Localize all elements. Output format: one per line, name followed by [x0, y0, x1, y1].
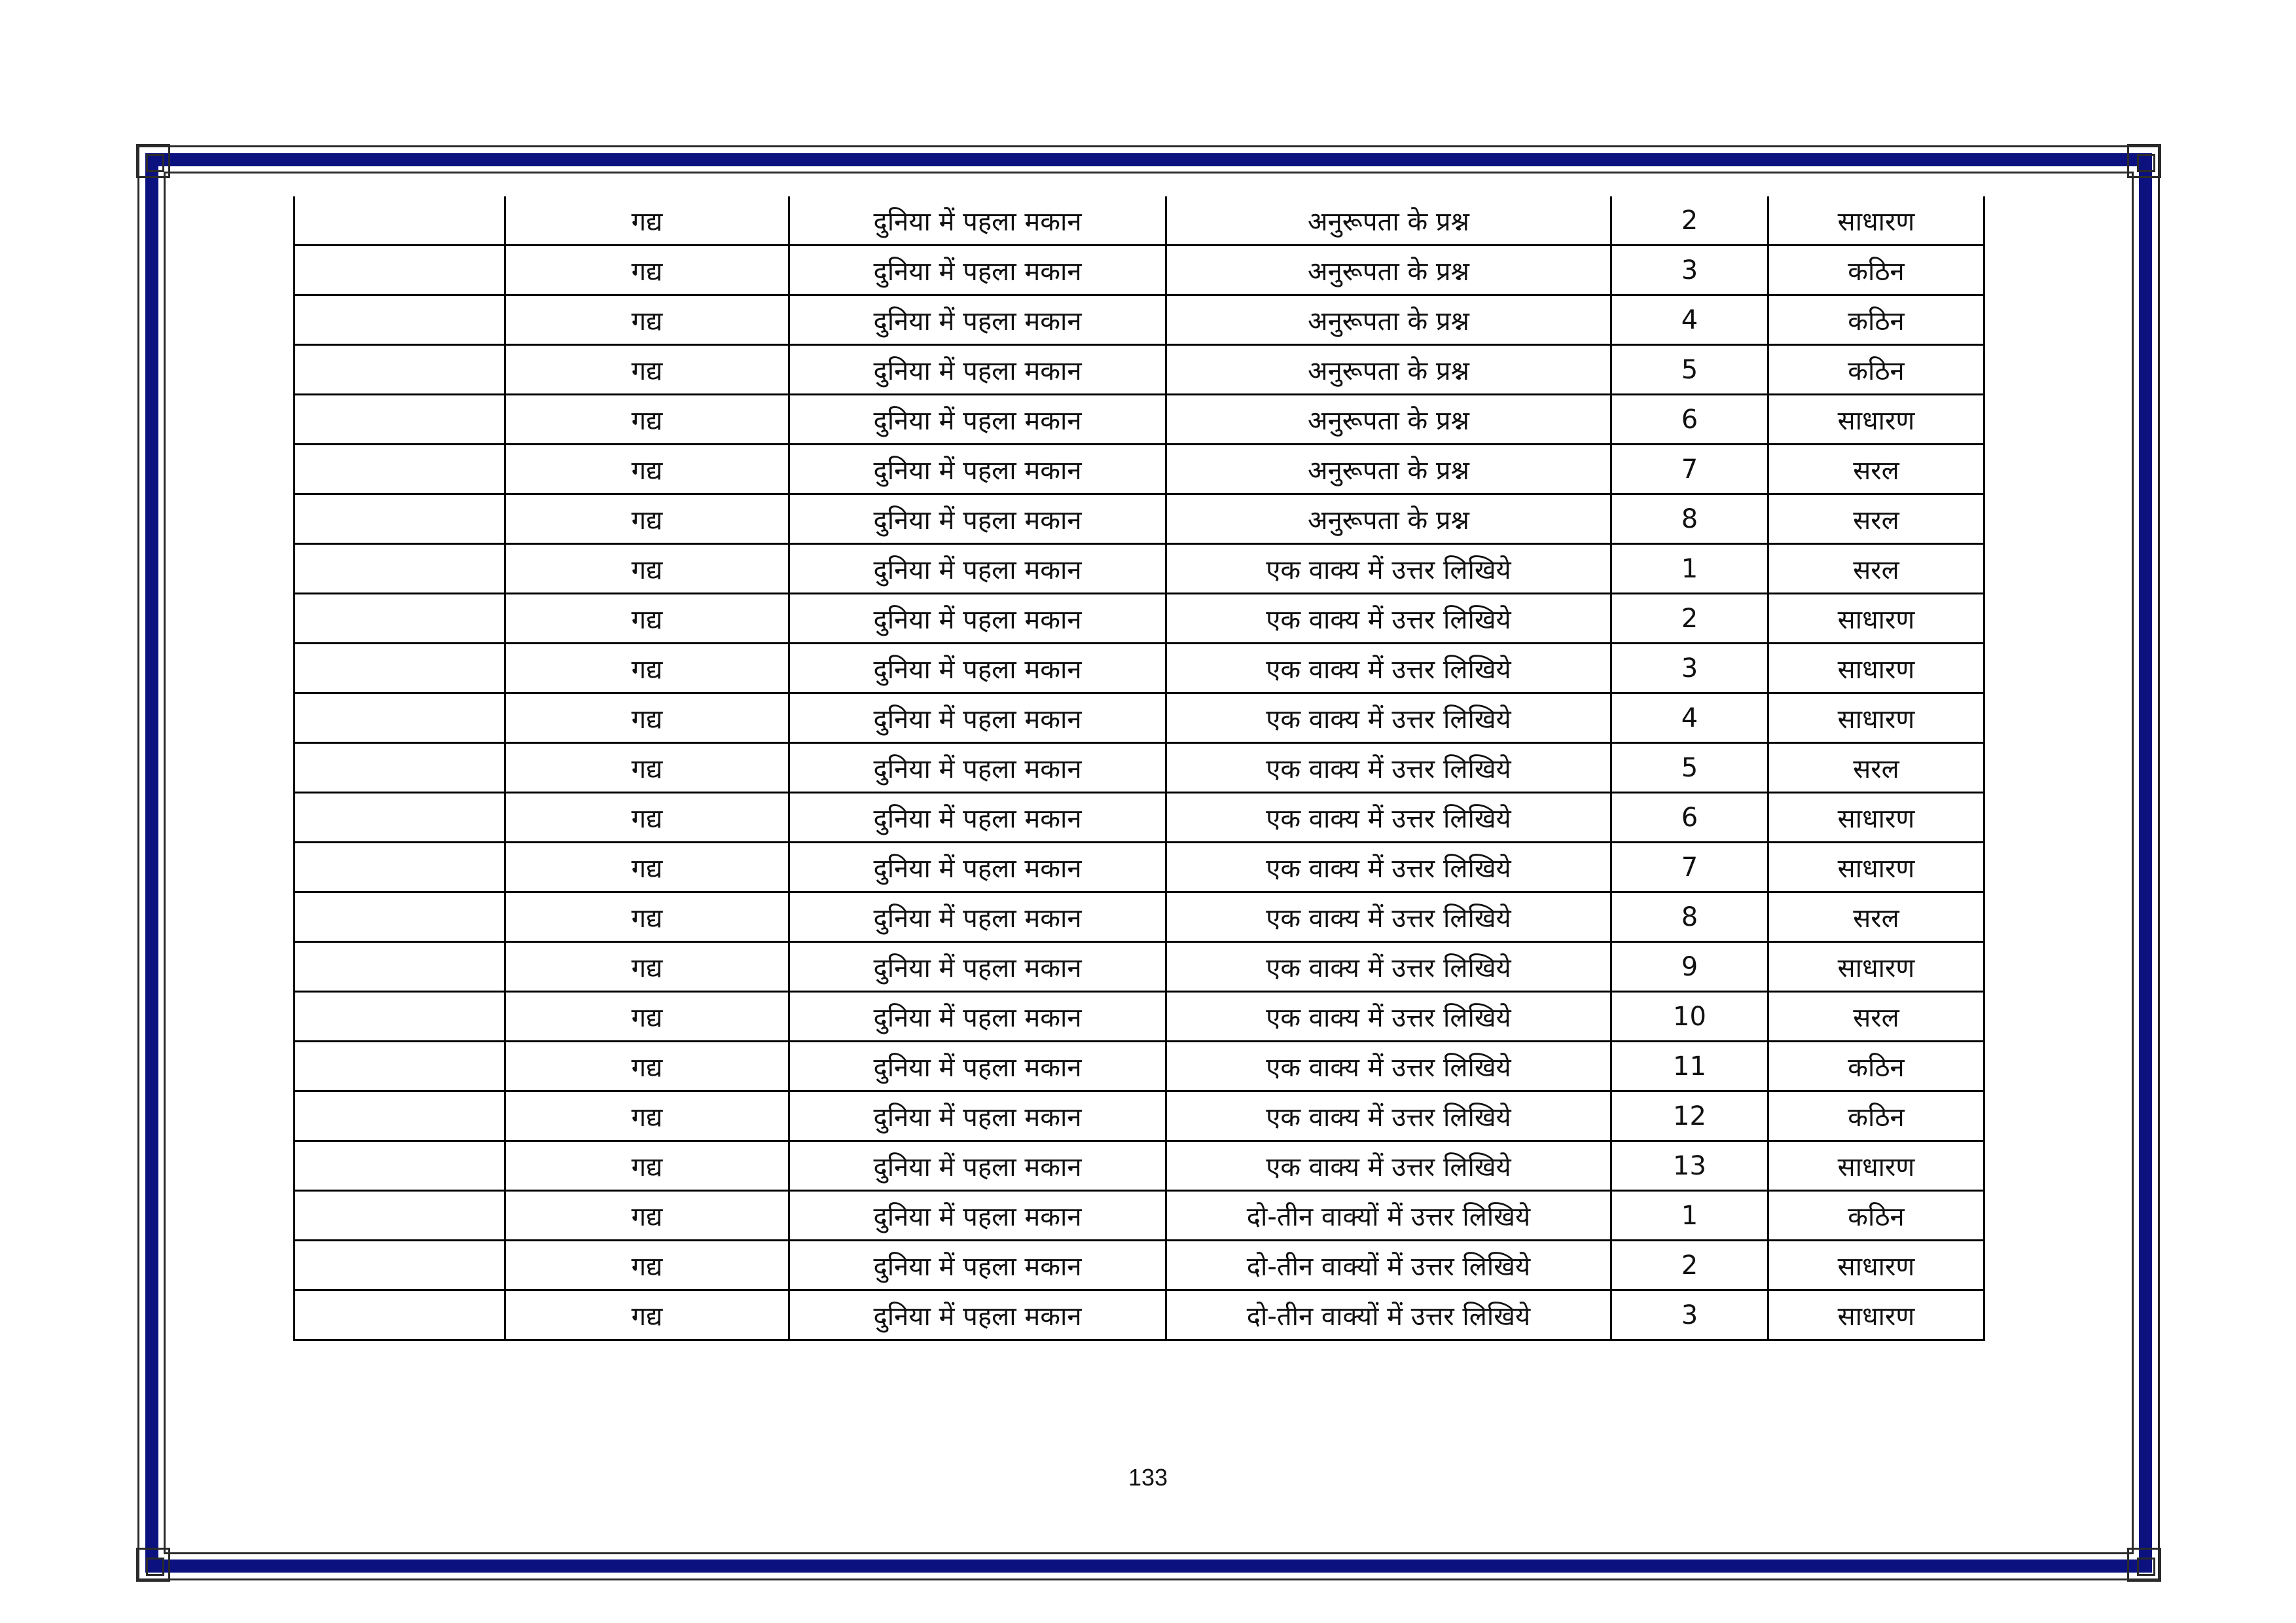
difficulty-cell: सरल — [1768, 743, 1984, 793]
serial-cell — [295, 1191, 505, 1241]
question-type-cell: एक वाक्य में उत्तर लिखिये — [1166, 843, 1611, 892]
serial-cell — [295, 1290, 505, 1340]
question-number-cell: 6 — [1611, 793, 1768, 843]
question-number-cell: 8 — [1611, 494, 1768, 544]
question-type-cell: दो-तीन वाक्यों में उत्तर लिखिये — [1166, 1191, 1611, 1241]
table-row — [295, 196, 1984, 246]
question-type-cell: दो-तीन वाक्यों में उत्तर लिखिये — [1166, 1290, 1611, 1340]
genre-cell: गद्य — [505, 992, 789, 1042]
difficulty-cell: साधारण — [1768, 395, 1984, 445]
difficulty-cell: साधारण — [1768, 793, 1984, 843]
genre-cell: गद्य — [505, 1091, 789, 1141]
table-row — [295, 1290, 1984, 1340]
corner-ornament-top-left — [136, 144, 170, 178]
table-row — [295, 1141, 1984, 1191]
serial-cell — [295, 1241, 505, 1290]
serial-cell — [295, 544, 505, 594]
table-row — [295, 246, 1984, 295]
difficulty-cell: कठिन — [1768, 246, 1984, 295]
question-type-cell: एक वाक्य में उत्तर लिखिये — [1166, 1042, 1611, 1091]
difficulty-cell: साधारण — [1768, 843, 1984, 892]
difficulty-cell: सरल — [1768, 494, 1984, 544]
difficulty-cell: सरल — [1768, 892, 1984, 942]
table-row — [295, 345, 1984, 395]
genre-cell: गद्य — [505, 395, 789, 445]
serial-cell — [295, 196, 505, 246]
lesson-cell: दुनिया में पहला मकान — [789, 843, 1166, 892]
question-type-cell: एक वाक्य में उत्तर लिखिये — [1166, 1091, 1611, 1141]
question-number-cell: 12 — [1611, 1091, 1768, 1141]
question-number-cell: 2 — [1611, 196, 1768, 246]
question-type-cell: एक वाक्य में उत्तर लिखिये — [1166, 892, 1611, 942]
table-row — [295, 743, 1984, 793]
lesson-cell: दुनिया में पहला मकान — [789, 246, 1166, 295]
difficulty-cell: साधारण — [1768, 196, 1984, 246]
table-row — [295, 544, 1984, 594]
question-number-cell: 7 — [1611, 843, 1768, 892]
question-number-cell: 4 — [1611, 295, 1768, 345]
table-row — [295, 445, 1984, 494]
question-number-cell: 1 — [1611, 1191, 1768, 1241]
serial-cell — [295, 992, 505, 1042]
serial-cell — [295, 843, 505, 892]
question-type-cell: एक वाक्य में उत्तर लिखिये — [1166, 793, 1611, 843]
difficulty-cell: साधारण — [1768, 942, 1984, 992]
difficulty-cell: कठिन — [1768, 1191, 1984, 1241]
table-row — [295, 992, 1984, 1042]
genre-cell: गद्य — [505, 594, 789, 644]
table-row — [295, 494, 1984, 544]
question-number-cell: 7 — [1611, 445, 1768, 494]
question-type-cell: एक वाक्य में उत्तर लिखिये — [1166, 743, 1611, 793]
genre-cell: गद्य — [505, 1241, 789, 1290]
difficulty-cell: साधारण — [1768, 594, 1984, 644]
genre-cell: गद्य — [505, 196, 789, 246]
serial-cell — [295, 793, 505, 843]
serial-cell — [295, 594, 505, 644]
difficulty-cell: साधारण — [1768, 693, 1984, 743]
genre-cell: गद्य — [505, 494, 789, 544]
difficulty-cell: साधारण — [1768, 1241, 1984, 1290]
table-row — [295, 843, 1984, 892]
question-type-cell: एक वाक्य में उत्तर लिखिये — [1166, 992, 1611, 1042]
question-number-cell: 6 — [1611, 395, 1768, 445]
serial-cell — [295, 743, 505, 793]
lesson-cell: दुनिया में पहला मकान — [789, 1290, 1166, 1340]
serial-cell — [295, 494, 505, 544]
table-row — [295, 644, 1984, 693]
lesson-cell: दुनिया में पहला मकान — [789, 544, 1166, 594]
table-row — [295, 1241, 1984, 1290]
table-row — [295, 594, 1984, 644]
question-type-cell: एक वाक्य में उत्तर लिखिये — [1166, 942, 1611, 992]
question-number-cell: 5 — [1611, 743, 1768, 793]
question-type-cell: अनुरूपता के प्रश्न — [1166, 395, 1611, 445]
question-type-cell: एक वाक्य में उत्तर लिखिये — [1166, 693, 1611, 743]
page-number: 133 — [1128, 1464, 1168, 1491]
question-type-cell: अनुरूपता के प्रश्न — [1166, 345, 1611, 395]
lesson-cell: दुनिया में पहला मकान — [789, 892, 1166, 942]
genre-cell: गद्य — [505, 1042, 789, 1091]
genre-cell: गद्य — [505, 246, 789, 295]
lesson-cell: दुनिया में पहला मकान — [789, 1141, 1166, 1191]
question-type-cell: एक वाक्य में उत्तर लिखिये — [1166, 544, 1611, 594]
lesson-cell: दुनिया में पहला मकान — [789, 693, 1166, 743]
question-table-body — [295, 196, 1984, 1340]
lesson-cell: दुनिया में पहला मकान — [789, 494, 1166, 544]
table-row — [295, 1091, 1984, 1141]
serial-cell — [295, 395, 505, 445]
serial-cell — [295, 892, 505, 942]
question-type-cell: अनुरूपता के प्रश्न — [1166, 246, 1611, 295]
table-row — [295, 793, 1984, 843]
table-row — [295, 1042, 1984, 1091]
genre-cell: गद्य — [505, 445, 789, 494]
serial-cell — [295, 693, 505, 743]
lesson-cell: दुनिया में पहला मकान — [789, 196, 1166, 246]
table-row — [295, 295, 1984, 345]
table-row — [295, 892, 1984, 942]
question-number-cell: 8 — [1611, 892, 1768, 942]
serial-cell — [295, 942, 505, 992]
question-type-cell: अनुरूपता के प्रश्न — [1166, 445, 1611, 494]
genre-cell: गद्य — [505, 942, 789, 992]
question-type-cell: एक वाक्य में उत्तर लिखिये — [1166, 644, 1611, 693]
serial-cell — [295, 445, 505, 494]
question-number-cell: 2 — [1611, 1241, 1768, 1290]
table-row — [295, 942, 1984, 992]
genre-cell: गद्य — [505, 544, 789, 594]
difficulty-cell: साधारण — [1768, 644, 1984, 693]
serial-cell — [295, 1042, 505, 1091]
corner-ornament-bottom-right — [2127, 1548, 2161, 1582]
lesson-cell: दुनिया में पहला मकान — [789, 295, 1166, 345]
genre-cell: गद्य — [505, 644, 789, 693]
question-type-cell: अनुरूपता के प्रश्न — [1166, 295, 1611, 345]
lesson-cell: दुनिया में पहला मकान — [789, 992, 1166, 1042]
lesson-cell: दुनिया में पहला मकान — [789, 1191, 1166, 1241]
genre-cell: गद्य — [505, 1290, 789, 1340]
question-number-cell: 5 — [1611, 345, 1768, 395]
lesson-cell: दुनिया में पहला मकान — [789, 743, 1166, 793]
lesson-cell: दुनिया में पहला मकान — [789, 1042, 1166, 1091]
serial-cell — [295, 345, 505, 395]
difficulty-cell: साधारण — [1768, 1141, 1984, 1191]
table-row — [295, 395, 1984, 445]
genre-cell: गद्य — [505, 892, 789, 942]
genre-cell: गद्य — [505, 1191, 789, 1241]
difficulty-cell: सरल — [1768, 445, 1984, 494]
genre-cell: गद्य — [505, 793, 789, 843]
lesson-cell: दुनिया में पहला मकान — [789, 1241, 1166, 1290]
genre-cell: गद्य — [505, 1141, 789, 1191]
question-number-cell: 3 — [1611, 246, 1768, 295]
table-row — [295, 693, 1984, 743]
genre-cell: गद्य — [505, 843, 789, 892]
serial-cell — [295, 644, 505, 693]
corner-ornament-top-right — [2127, 144, 2161, 178]
question-type-cell: अनुरूपता के प्रश्न — [1166, 196, 1611, 246]
difficulty-cell: सरल — [1768, 992, 1984, 1042]
question-number-cell: 13 — [1611, 1141, 1768, 1191]
table-row — [295, 1191, 1984, 1241]
difficulty-cell: सरल — [1768, 544, 1984, 594]
serial-cell — [295, 1141, 505, 1191]
question-type-cell: एक वाक्य में उत्तर लिखिये — [1166, 594, 1611, 644]
difficulty-cell: कठिन — [1768, 1091, 1984, 1141]
genre-cell: गद्य — [505, 345, 789, 395]
genre-cell: गद्य — [505, 693, 789, 743]
lesson-cell: दुनिया में पहला मकान — [789, 942, 1166, 992]
genre-cell: गद्य — [505, 295, 789, 345]
question-number-cell: 2 — [1611, 594, 1768, 644]
lesson-cell: दुनिया में पहला मकान — [789, 345, 1166, 395]
question-number-cell: 1 — [1611, 544, 1768, 594]
question-type-cell: दो-तीन वाक्यों में उत्तर लिखिये — [1166, 1241, 1611, 1290]
difficulty-cell: कठिन — [1768, 345, 1984, 395]
question-number-cell: 3 — [1611, 644, 1768, 693]
question-number-cell: 10 — [1611, 992, 1768, 1042]
question-number-cell: 11 — [1611, 1042, 1768, 1091]
question-table — [293, 196, 1985, 1341]
lesson-cell: दुनिया में पहला मकान — [789, 1091, 1166, 1141]
serial-cell — [295, 295, 505, 345]
difficulty-cell: कठिन — [1768, 1042, 1984, 1091]
difficulty-cell: साधारण — [1768, 1290, 1984, 1340]
genre-cell: गद्य — [505, 743, 789, 793]
question-number-cell: 9 — [1611, 942, 1768, 992]
lesson-cell: दुनिया में पहला मकान — [789, 445, 1166, 494]
lesson-cell: दुनिया में पहला मकान — [789, 793, 1166, 843]
lesson-cell: दुनिया में पहला मकान — [789, 395, 1166, 445]
difficulty-cell: कठिन — [1768, 295, 1984, 345]
question-type-cell: अनुरूपता के प्रश्न — [1166, 494, 1611, 544]
serial-cell — [295, 246, 505, 295]
lesson-cell: दुनिया में पहला मकान — [789, 594, 1166, 644]
question-number-cell: 3 — [1611, 1290, 1768, 1340]
corner-ornament-bottom-left — [136, 1548, 170, 1582]
lesson-cell: दुनिया में पहला मकान — [789, 644, 1166, 693]
question-type-cell: एक वाक्य में उत्तर लिखिये — [1166, 1141, 1611, 1191]
serial-cell — [295, 1091, 505, 1141]
question-number-cell: 4 — [1611, 693, 1768, 743]
